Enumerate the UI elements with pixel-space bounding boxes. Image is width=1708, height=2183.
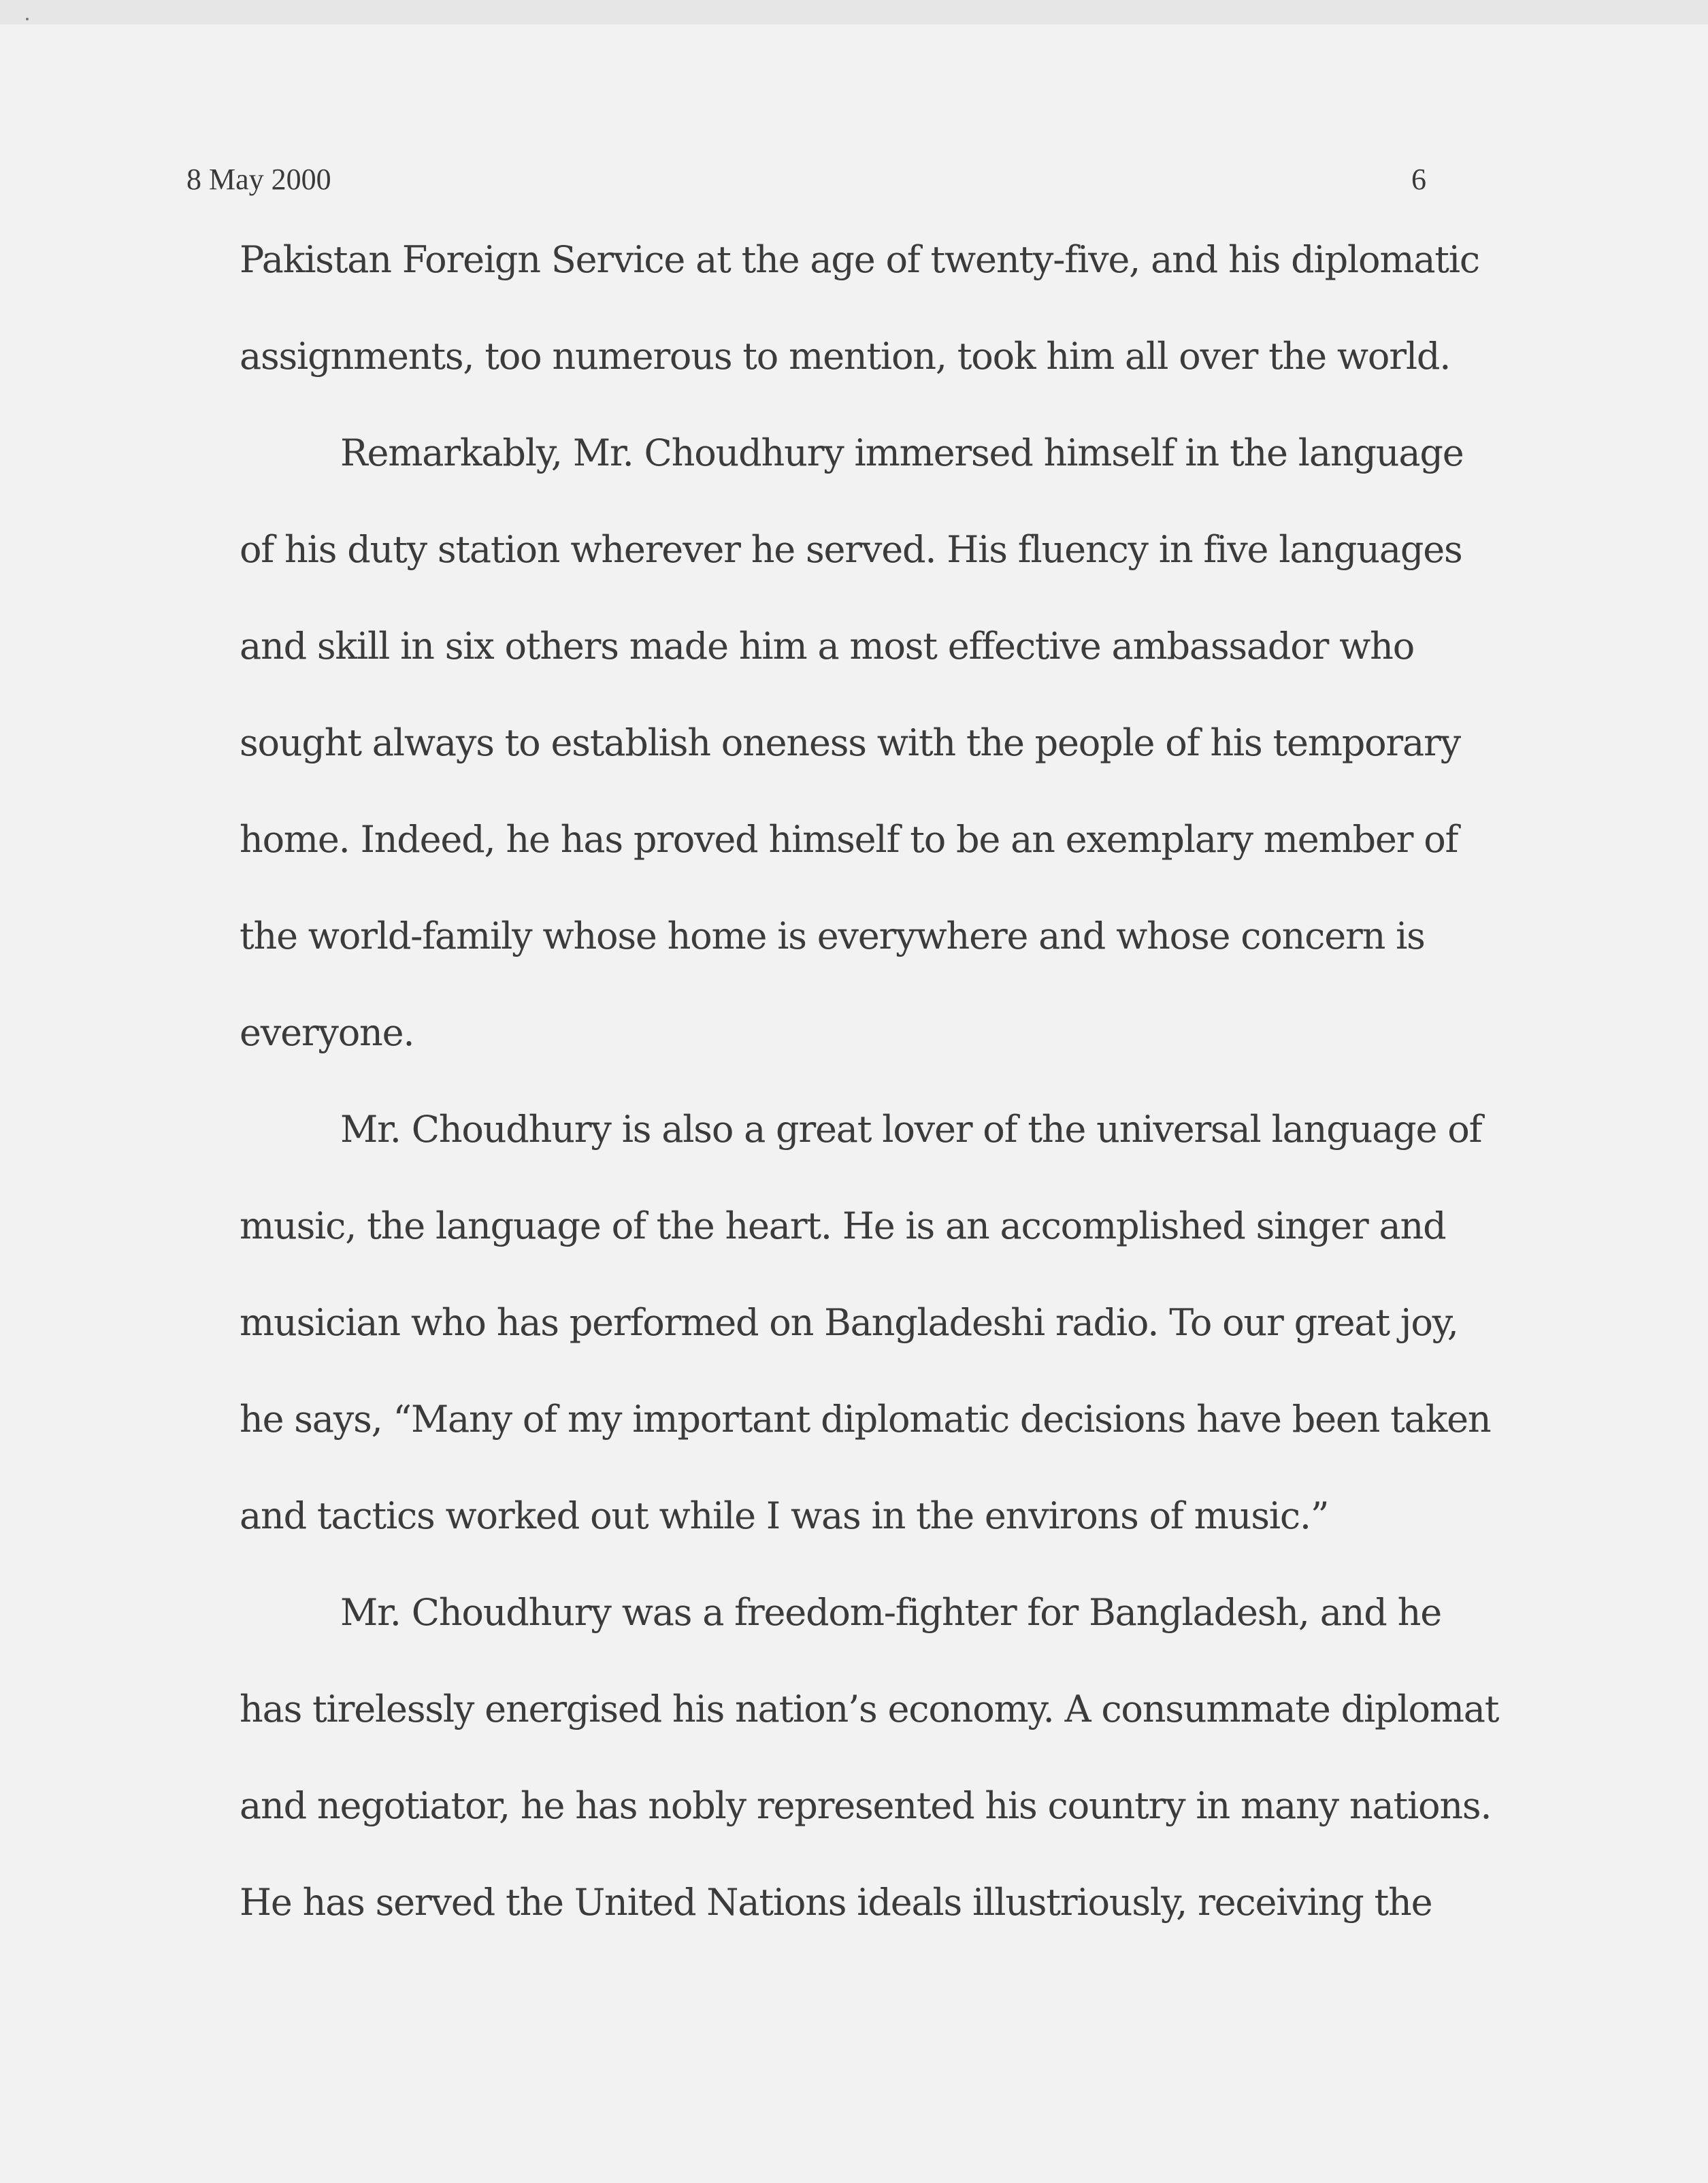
scan-mark	[26, 18, 29, 20]
text-line: Remarkably, Mr. Choudhury immersed himself in the language	[340, 431, 1464, 474]
text-line: sought always to establish oneness with the people of his temporary	[240, 721, 1460, 764]
text-line: Mr. Choudhury is also a great lover of the universal language of	[340, 1108, 1482, 1151]
text-line: musician who has performed on Bangladeshi radio. To our great joy,	[240, 1301, 1458, 1344]
text-line: and negotiator, he has nobly represented his country in many nations.	[240, 1784, 1492, 1827]
text-line: he says, “Many of my important diplomatic decisions have been taken	[240, 1398, 1491, 1441]
text-line: everyone.	[240, 1011, 414, 1054]
text-line: and tactics worked out while I was in the environs of music.”	[240, 1494, 1329, 1537]
text-line: Pakistan Foreign Service at the age of twenty-five, and his diplomatic	[240, 238, 1479, 281]
text-line: the world-family whose home is everywhere and whose concern is	[240, 915, 1425, 957]
text-line: of his duty station wherever he served. His fluency in five languages	[240, 528, 1462, 571]
body-text	[240, 231, 1499, 1971]
page-header	[186, 162, 1426, 203]
text-line: home. Indeed, he has proved himself to be an exemplary member of	[240, 818, 1458, 861]
header-date: 8 May 2000	[186, 163, 331, 196]
text-line: and skill in six others made him a most effective ambassador who	[240, 625, 1415, 668]
text-line: has tirelessly energised his nation’s economy. A consummate diplomat	[240, 1688, 1499, 1730]
text-line: music, the language of the heart. He is an accomplished singer and	[240, 1204, 1446, 1247]
page-number: 6	[1411, 163, 1426, 196]
text-line: assignments, too numerous to mention, took him all over the world.	[240, 335, 1451, 378]
text-line: He has served the United Nations ideals illustriously, receiving the	[240, 1881, 1432, 1924]
text-line: Mr. Choudhury was a freedom-fighter for Bangladesh, and he	[340, 1591, 1441, 1634]
scan-edge	[0, 0, 1708, 24]
